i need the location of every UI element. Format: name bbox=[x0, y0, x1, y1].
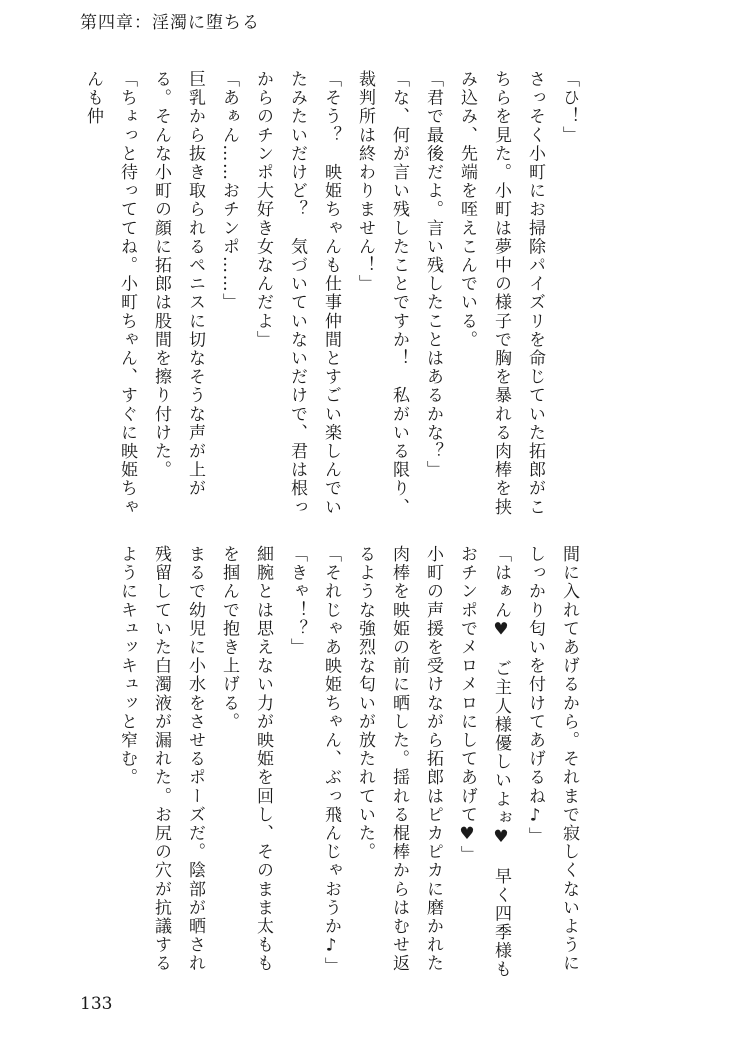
chapter-header: 第四章：淫濁に堕ちる bbox=[80, 13, 260, 33]
paragraph: 細腕とは思えない力が映姫を回し、そのまま太ももを掴んで抱き上げる。 bbox=[219, 545, 273, 973]
paragraph: 「そう？ 映姫ちゃんも仕事仲間とすごい楽しんでいたみたいだけど？ 気づいていないだけで、君は根っからのチンポ大好き女なんだよ」 bbox=[253, 70, 341, 517]
paragraph: 「はぁん♥ ご主人様優しいよぉ♥ 早く四季様もおチンポでメロメロにしてあげて♥」 bbox=[457, 545, 511, 979]
paragraph: 「あぁん……おチンポ……」 bbox=[219, 70, 239, 312]
paragraph: 小町の声援を受けながら拓郎はピカピカに磨かれた肉棒を映姫の前に晒した。揺れる棍棒からはむせ返るような強烈な匂いが放たれていた。 bbox=[355, 545, 443, 973]
paragraph: 「ひ！」 bbox=[559, 70, 579, 145]
page-number: 133 bbox=[80, 994, 113, 1014]
paragraph: 「ちょっと待っててね。小町ちゃん、すぐに映姫ちゃんも仲 bbox=[83, 70, 137, 517]
paragraph: まるで幼児に小水をさせるポーズだ。陰部が晒され残留していた白濁液が漏れた。お尻の穴が抗議するようにキュッキュッと窄む。 bbox=[117, 545, 205, 973]
paragraph: 「君で最後だよ。言い残したことはあるかな？」 bbox=[423, 70, 443, 480]
paragraph: さっそく小町にお掃除パイズリを命じていた拓郎がこちらを見た。小町は夢中の様子で胸を暴れる肉棒を挟み込み、先端を咥えこんでいる。 bbox=[457, 70, 545, 517]
paragraph: 「それじゃあ映姫ちゃん、ぶっ飛んじゃおうか♪」 bbox=[321, 545, 341, 976]
paragraph: 「きゃ！？」 bbox=[287, 545, 307, 657]
paragraph: 間に入れてあげるから。それまで寂しくないようにしっかり匂いを付けてあげるね♪」 bbox=[525, 545, 579, 973]
text-block-bottom bbox=[110, 545, 586, 990]
paragraph: 「な、何が言い残したことですか！ 私がいる限り、裁判所は終わりません！」 bbox=[355, 70, 409, 517]
text-block-top bbox=[76, 70, 586, 520]
paragraph: 巨乳から抜き取られるペニスに切なそうな声が上がる。そんな小町の顔に拓郎は股間を擦り付けた。 bbox=[151, 70, 205, 498]
